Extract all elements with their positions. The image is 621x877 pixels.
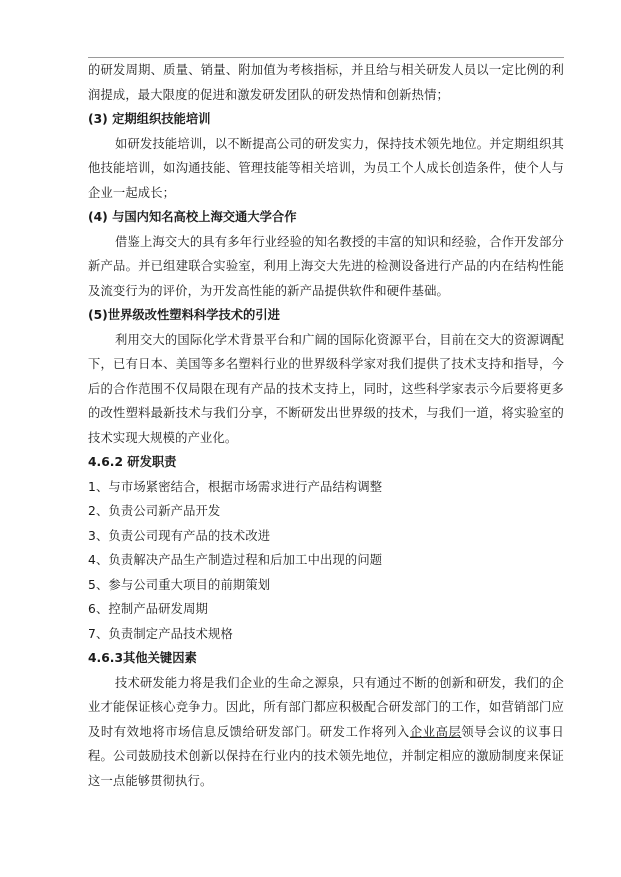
list-item: 4、负责解决产品生产制造过程和后加工中出现的问题 [88, 553, 383, 567]
document-body [88, 58, 564, 793]
key-factors-text-b: 领导会议的议事日程。公司鼓励技术创新以保持在行业内的技术领先地位，并制定相应的激励制度来保证这一点能够贯彻执行。 [88, 724, 564, 788]
list-item: 5、参与公司重大项目的前期策划 [88, 577, 271, 592]
heading-5-tech-introduction: (5)世界级改性塑料科学技术的引进 [88, 308, 280, 322]
list-item: 7、负责制定产品技术规格 [88, 626, 233, 641]
heading-4-6-2: 4.6.2 研发职责 [88, 455, 177, 469]
list-item: 2、负责公司新产品开发 [88, 504, 221, 518]
paragraph-skill-training: 如研发技能培训，以不断提高公司的研发实力，保持技术领先地位。并定期组织其他技能培训，如沟通技能、管理技能等相关培训，为员工个人成长创造条件，使个人与企业一起成长； [88, 136, 564, 200]
heading-4-sjtu-cooperation: (4) 与国内知名高校上海交通大学合作 [88, 210, 297, 224]
list-item: 6、控制产品研发周期 [88, 602, 208, 616]
paragraph-continuation: 的研发周期、质量、销量、附加值为考核指标，并且给与相关研发人员以一定比例的利润提成，最大限度的促进和激发研发团队的研发热情和创新热情； [88, 63, 564, 102]
list-item: 1、与市场紧密结合，根据市场需求进行产品结构调整 [88, 479, 383, 494]
key-factors-text-a: 技术研发能力将是我们企业的生命之源泉，只有通过不断的创新和研发，我们的企业才能保证核心竞争力。因此，所有部门都应积极配合研发部门的工作，如营销部门应及时有效地将市场信息反馈给研发部门。研发工作将列入 [88, 675, 564, 739]
heading-4-6-3: 4.6.3其他关键因素 [88, 651, 197, 665]
paragraph-sjtu-cooperation: 借鉴上海交大的具有多年行业经验的知名教授的丰富的知识和经验，合作开发部分新产品。并已组建联合实验室，利用上海交大先进的检测设备进行产品的内在结构性能及流变行为的评价，为开发高性能的新产品提供软件和硬件基础。 [88, 234, 564, 298]
paragraph-tech-introduction: 利用交大的国际化学术背景平台和广阔的国际化资源平台，目前在交大的资源调配下，已有日本、美国等多名塑料行业的世界级科学家对我们提供了技术支持和指导，今后的合作范围不仅局限在现有产品的技术支持上，同时，这些科学家表示今后要将更多的改性塑料最新技术与我们分享，不断研发出世界级的技术，与我们一道，将实验室的技术实现大规模的产业化。 [88, 332, 564, 445]
paragraph-key-factors [88, 671, 564, 794]
key-factors-underlined: 企业高层 [409, 724, 462, 739]
heading-3-skill-training: (3) 定期组织技能培训 [88, 112, 211, 126]
list-item: 3、负责公司现有产品的技术改进 [88, 528, 271, 543]
